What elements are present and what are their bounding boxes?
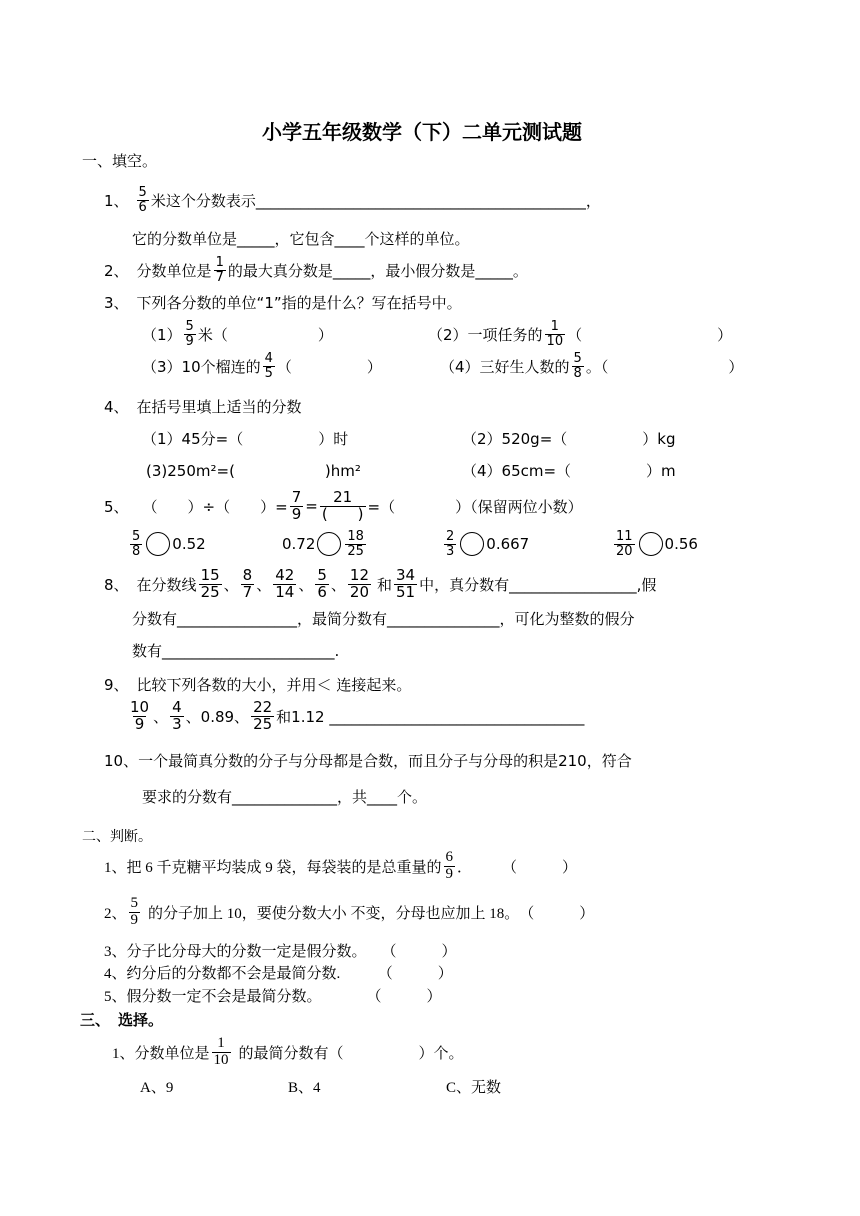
fraction: $\frac{34}{51}$ <box>396 566 416 601</box>
fraction: $\frac{11}{20}$ <box>616 529 633 559</box>
fraction: $\frac{15}{25}$ <box>200 566 220 601</box>
judge-5: 5、假分数一定不会是最简分数。 （ ） <box>104 989 442 1005</box>
compare-circle[interactable] <box>317 532 341 556</box>
question-number: 2、 <box>104 261 129 280</box>
fraction: $\frac{22}{25}$ <box>253 698 273 733</box>
compare-item-3: $\frac{2}{3}$ 0.667 <box>446 529 530 559</box>
question-5: 5、 （ ）÷（ ）= $\frac{7}{9}$ = $\frac{21}{( )}$ =（ ）（保留两位小数） <box>104 488 583 523</box>
question-text: 比较下列各数的大小，并用＜ 连接起来。 <box>136 676 412 694</box>
question-text: 的最大真分数是_____，最小假分数是_____。 <box>227 261 528 280</box>
fraction: $\frac{5}{9}$ <box>130 895 139 928</box>
option-a[interactable]: A、9 <box>140 1080 174 1096</box>
fraction: $\frac{10}{9}$ <box>130 698 150 733</box>
judge-1: 1、把 6 千克糖平均装成 9 袋，每袋装的是总重量的 $\frac{6}{9}$ ． （ ） <box>104 849 578 882</box>
compare-item-1: $\frac{5}{8}$ 0.52 <box>132 529 206 559</box>
question-8-line-2: 分数有________________，最简分数有_______________，可化为整数的假分 <box>132 610 635 628</box>
question-2 <box>104 256 528 284</box>
question-text: 在括号里填上适当的分数 <box>136 398 302 416</box>
choice-1: 1、分数单位是 $\frac{1}{10}$ 的最简分数有（ ）个。 <box>112 1035 464 1068</box>
question-3-part-1: （1） $\frac{5}{9}$ 米（ ） <box>142 319 333 349</box>
question-number: 5、 <box>104 497 129 516</box>
question-number: 8、 <box>104 575 129 594</box>
section-1-heading: 一、填空。 <box>82 152 158 170</box>
question-number: 3、 <box>104 294 129 312</box>
question-10: 10、一个最简真分数的分子与分母都是合数，而且分子与分母的积是210，符合 <box>104 752 632 770</box>
compare-circle[interactable] <box>639 532 663 556</box>
fraction: $\frac{5}{8}$ <box>132 529 141 559</box>
compare-item-2: 0.72 $\frac{18}{25}$ <box>282 529 364 559</box>
question-text: 分数单位是 <box>136 261 212 280</box>
fraction: $\frac{5}{9}$ <box>185 319 194 349</box>
question-4 <box>104 396 302 417</box>
fraction: $\frac{5}{6}$ <box>317 566 327 601</box>
fraction: $\frac{4}{5}$ <box>264 351 273 381</box>
page-title: 小学五年级数学（下）二单元测试题 <box>262 120 582 144</box>
compare-circle[interactable] <box>146 532 170 556</box>
question-text: 下列各分数的单位“1”指的是什么？写在括号中。 <box>136 294 462 312</box>
question-3-part-2: （2）一项任务的 $\frac{1}{10}$ （ ） <box>428 319 733 349</box>
question-8-line-3: 数有_______________________. <box>132 642 340 660</box>
fraction: $\frac{4}{3}$ <box>172 698 182 733</box>
compare-item-4: $\frac{11}{20}$ 0.56 <box>616 529 698 559</box>
question-number: 4、 <box>104 398 129 416</box>
fraction: $\frac{1}{7}$ <box>215 255 224 285</box>
fraction: $\frac{1}{10}$ <box>546 319 564 349</box>
section-3-heading: 三、 选择。 <box>80 1011 164 1029</box>
fraction: $\frac{12}{20}$ <box>349 566 369 601</box>
question-1-line-2: 它的分数单位是_____，它包含____个这样的单位。 <box>132 230 470 248</box>
question-3-part-4: （4）三好生人数的 $\frac{5}{8}$ 。（ ） <box>440 351 744 381</box>
question-number: 9、 <box>104 676 129 694</box>
fraction: $\frac{8}{7}$ <box>242 566 253 601</box>
section-2-heading: 二、判断。 <box>82 830 152 845</box>
question-8: 8、 在分数线 $\frac{15}{25}$ 、 $\frac{8}{7}$ 、 $\frac{42}{14}$ 、 $\frac{5}{6}$ 、 $\frac{12}{20}$ 和 $\frac{34}{51}$ 中，真分数有_________________,假 <box>104 566 657 601</box>
question-1 <box>104 186 601 214</box>
fraction: $\frac{42}{14}$ <box>275 566 295 601</box>
question-3-part-3: （3）10个榴连的 $\frac{4}{5}$ （ ） <box>142 351 382 381</box>
question-4-part-4: （4）65cm=（ ）m <box>462 462 676 480</box>
compare-circle[interactable] <box>460 532 484 556</box>
judge-2: 2、 $\frac{5}{9}$ 的分子加上 10，要使分数大小 不变，分母也应加上 18。 （ ） <box>104 895 595 928</box>
question-9 <box>104 674 411 695</box>
question-4-part-1: （1）45分=（ ）时 <box>142 430 349 448</box>
fraction: $\frac{6}{9}$ <box>445 849 454 882</box>
fraction: $\frac{18}{25}$ <box>347 529 364 559</box>
question-text: 米这个分数表示____________________________________________， <box>150 191 601 210</box>
fraction: $\frac{2}{3}$ <box>446 529 455 559</box>
fraction: $\frac{1}{10}$ <box>213 1035 229 1068</box>
judge-4: 4、约分后的分数都不会是最简分数. （ ） <box>104 966 453 982</box>
fraction: $\frac{7}{9}$ <box>291 488 302 523</box>
question-number: 1、 <box>104 191 129 210</box>
question-9-numbers: $\frac{10}{9}$ 、 $\frac{4}{3}$ 、0.89、 $\frac{22}{25}$ 和1.12 __________________________________ <box>130 698 585 733</box>
question-3 <box>104 292 462 313</box>
judge-3: 3、分子比分母大的分数一定是假分数。 （ ） <box>104 944 457 960</box>
option-c[interactable]: C、无数 <box>446 1080 502 1096</box>
option-b[interactable]: B、4 <box>288 1080 321 1096</box>
question-10-line-2: 要求的分数有______________，共____个。 <box>142 788 428 806</box>
question-4-part-3: (3)250m²=( )hm² <box>146 462 361 480</box>
fraction: $\frac{5}{8}$ <box>573 351 582 381</box>
question-4-part-2: （2）520g=（ ）kg <box>462 430 676 448</box>
fraction: $\frac{5}{6}$ <box>138 185 147 215</box>
fraction: $\frac{21}{( )}$ <box>321 488 364 523</box>
